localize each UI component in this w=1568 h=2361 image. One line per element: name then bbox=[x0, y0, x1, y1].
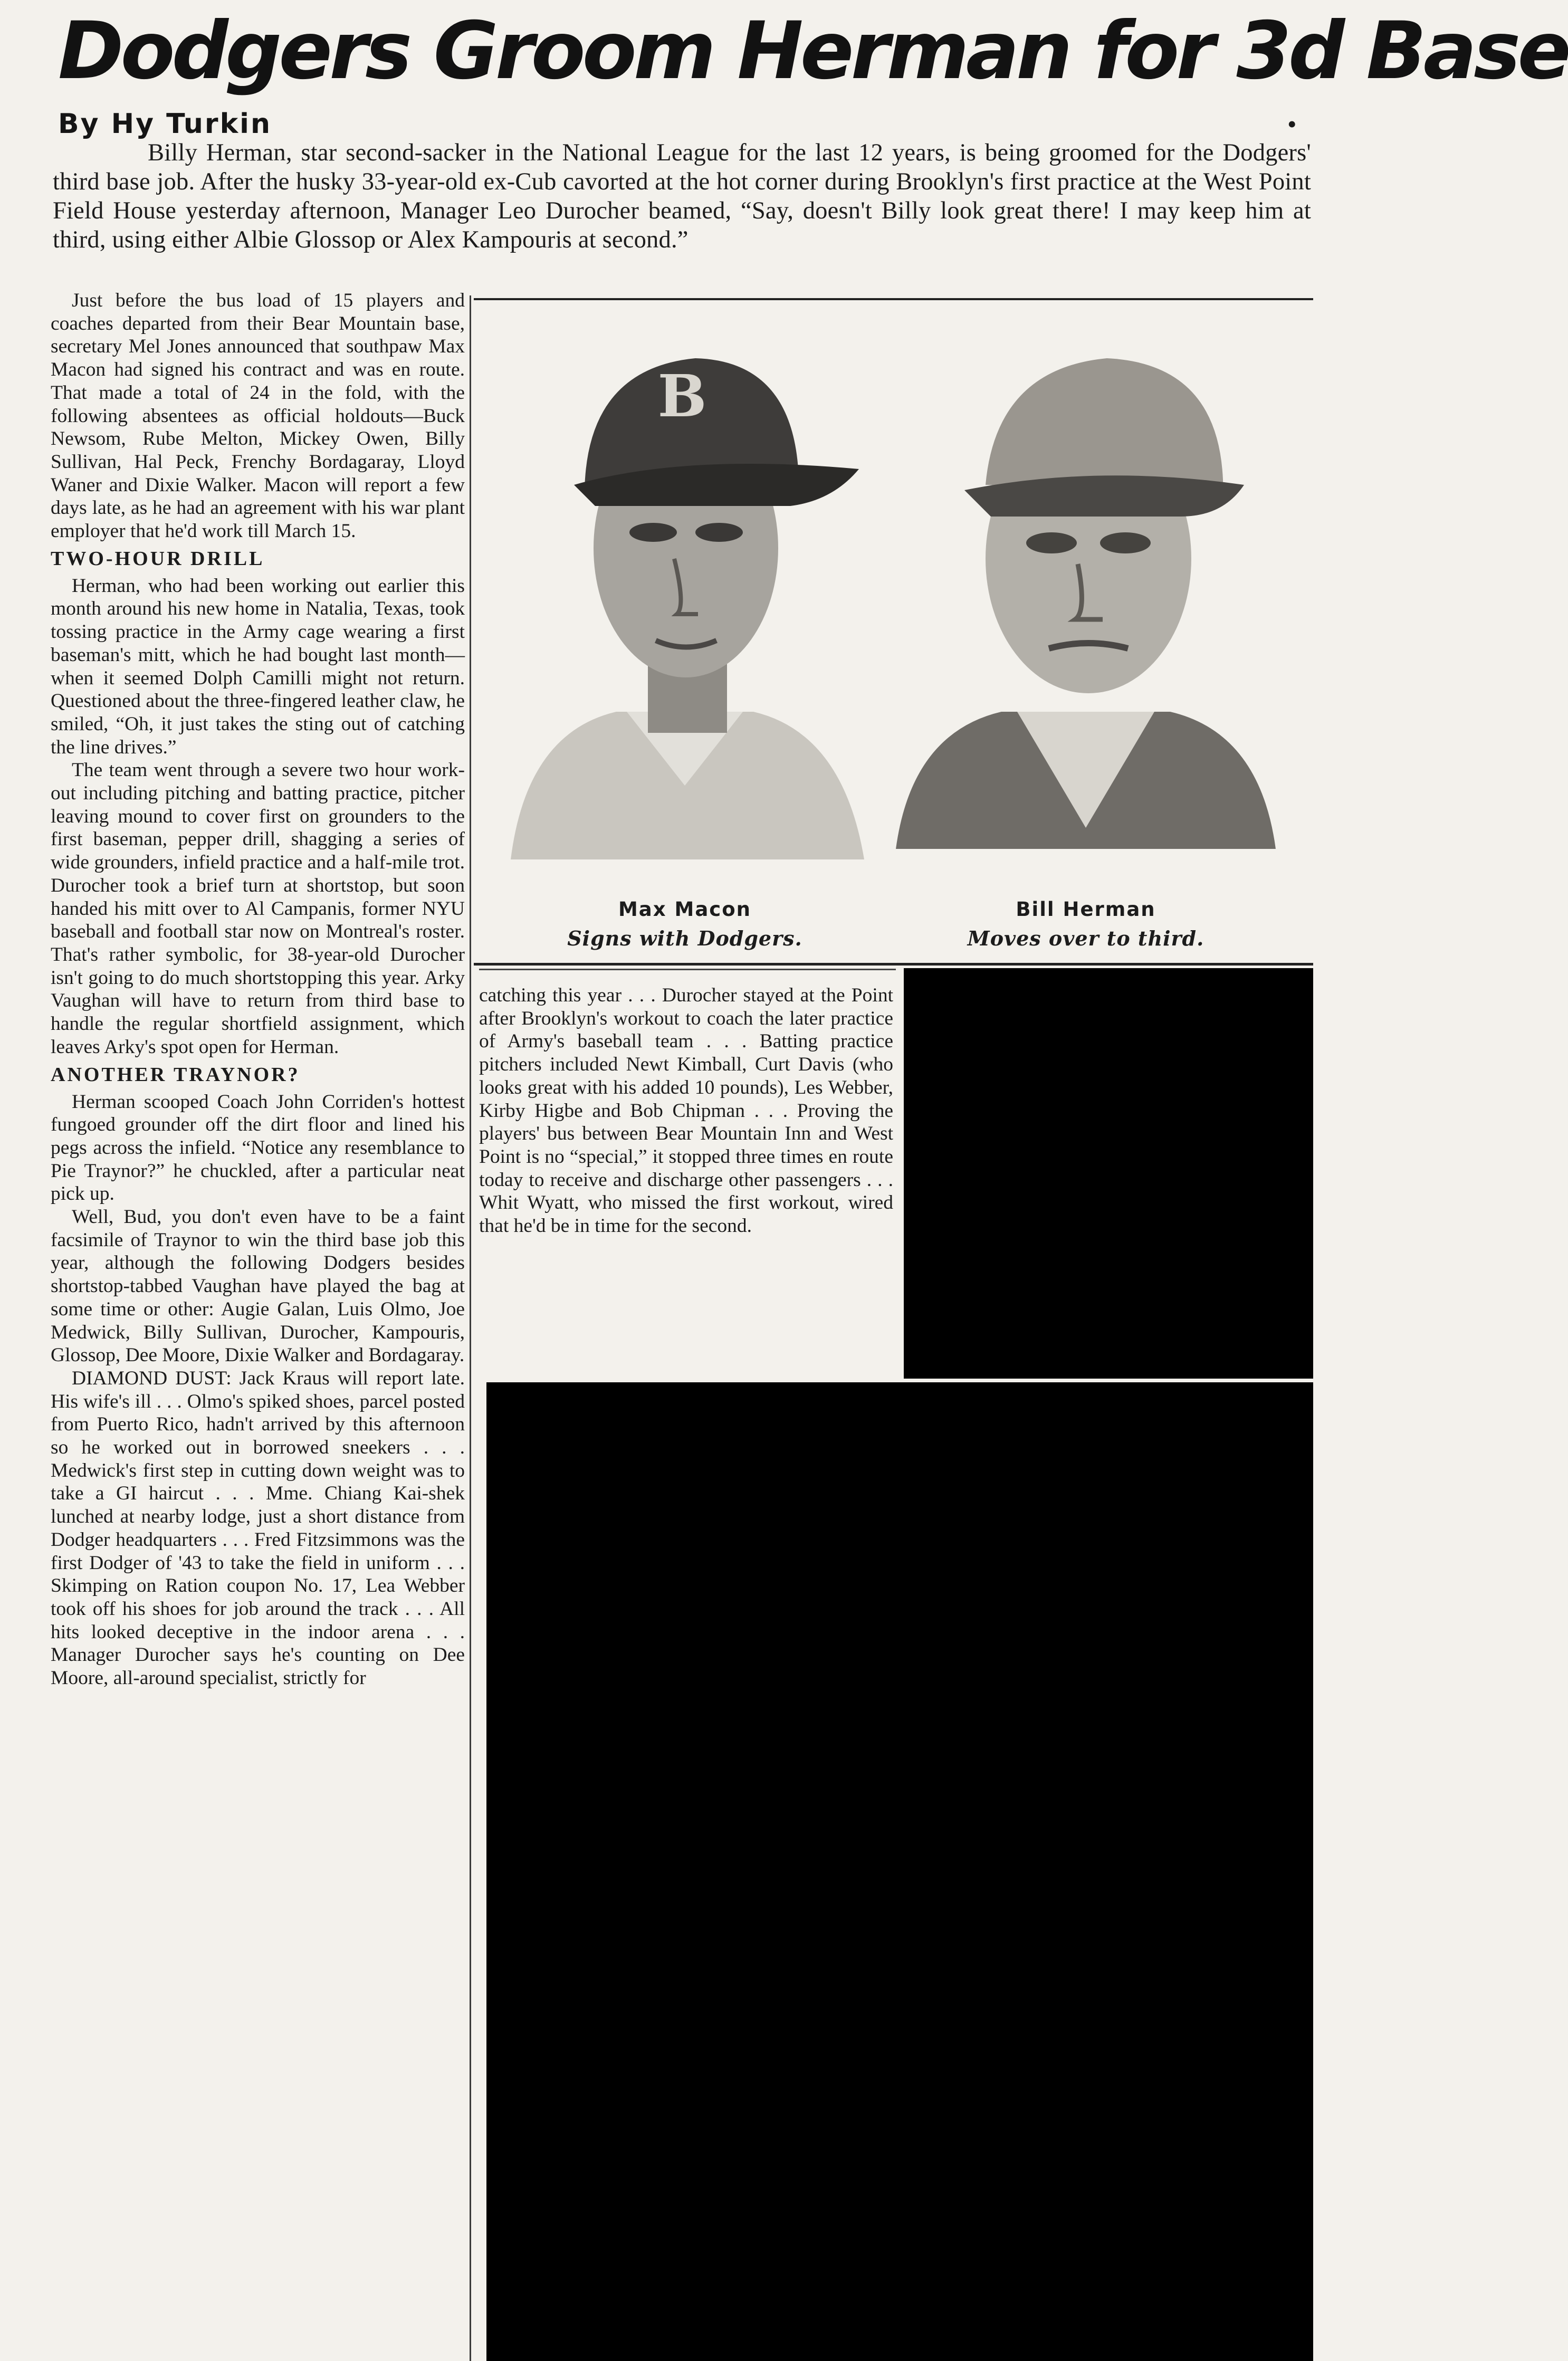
photo-max-macon bbox=[495, 311, 875, 881]
body-paragraph: The team went through a severe two hour work-out including pitching and batting practice, pitcher leaving mound to cover first on grounders to the first baseman, pepper drill, shagging a series of wide grounders, infield practice and a half-mile trot. Durocher took a brief turn at shortstop, but soon handed his mitt over to Al Campanis, former NYU baseball and football star now on Montreal's roster. That's rather symbolic, for 38-year-old Durocher isn't going to do much shortstopping this year. Arky Vaughan will have to return from third base to handle the regular shortfield assignment, which leaves Arky's spot open for Herman. bbox=[51, 759, 465, 1058]
middle-column bbox=[479, 984, 893, 1385]
subhead-another-traynor: ANOTHER TRAYNOR? bbox=[51, 1063, 300, 1086]
caption-name-max-macon: Max Macon bbox=[618, 898, 751, 921]
portrait-image bbox=[495, 311, 875, 881]
caption-text-max-macon: Signs with Dodgers. bbox=[567, 926, 802, 950]
body-paragraph: DIAMOND DUST: Jack Kraus will report late. His wife's ill . . . Olmo's spiked shoes, parcel posted from Puerto Rico, hadn't arrived by this afternoon so he worked out in borrowed sneekers . . . Medwick's first step in cutting down weight was to take a GI haircut . . . Mme. Chiang Kai-shek lunched at nearby lodge, just a short distance from Dodger headquarters . . . Fred Fitzsimmons was the first Dodger of '43 to take the field in uniform . . . Skimping on Ration coupon No. 17, Lea Webber took off his shoes for job around the track . . . All hits looked deceptive in the indoor arena . . . Manager Durocher says he's counting on Dee Moore, all-around specialist, strictly for bbox=[51, 1367, 465, 1689]
column-divider bbox=[479, 969, 896, 970]
body-paragraph: Herman scooped Coach John Corriden's hottest fungoed grounder off the dirt floor and lined his pegs across the infield. “Notice any resemblance to Pie Traynor?” he chuckled, after a particular neat pick up. bbox=[51, 1091, 465, 1205]
lede-paragraph: Billy Herman, star second-sacker in the National League for the last 12 years, is being groomed for the Dodgers' third base job. After the husky 33-year-old ex-Cub cavorted at the hot corner during Brooklyn's first practice at the West Point Field House yesterday afternoon, Manager Leo Durocher beamed, “Say, doesn't Billy look great there! I may keep him at third, using either Albie Glossop or Alex Kampouris at second.” bbox=[53, 139, 1311, 253]
caption-name-bill-herman: Bill Herman bbox=[1016, 898, 1156, 921]
headline: Dodgers Groom Herman for 3d Base bbox=[58, 5, 1568, 97]
column-rule bbox=[470, 295, 471, 2361]
portrait-image bbox=[896, 311, 1276, 881]
body-paragraph: catching this year . . . Durocher stayed at the Point after Brooklyn's workout to coach the later practice of Army's baseball team . . . Batting practice pitchers included Newt Kimball, Curt Davis (who looks great with his added 10 pounds), Les Webber, Kirby Higbe and Bob Chipman . . . Proving the players' bus between Bear Mountain Inn and West Point is no “special,” it stopped three times en route today to receive and discharge other passengers . . . Whit Wyatt, who missed the first workout, wired that he'd be in time for the second. bbox=[479, 984, 893, 1237]
left-column bbox=[51, 289, 465, 2361]
photo-bill-herman bbox=[896, 311, 1276, 881]
body-paragraph: Just before the bus load of 15 players and coaches departed from their Bear Mountain base, secretary Mel Jones announced that southpaw Max Macon had signed his contract and was en route. That made a total of 24 in the fold, with the following absentees as official holdouts—Buck Newsom, Rube Melton, Mickey Owen, Billy Sullivan, Hal Peck, Frenchy Bordagaray, Lloyd Waner and Dixie Walker. Macon will report a few days late, as he had an agreement with his war plant employer that he'd work till March 15. bbox=[51, 290, 465, 542]
byline: By Hy Turkin bbox=[58, 108, 272, 140]
redacted-block bbox=[904, 968, 1313, 1379]
cap-logo-b: B bbox=[657, 362, 707, 430]
caption-text-bill-herman: Moves over to third. bbox=[967, 926, 1204, 950]
subhead-two-hour-drill: TWO-HOUR DRILL bbox=[51, 547, 265, 570]
photo-panel bbox=[474, 298, 1313, 966]
redacted-block bbox=[486, 1382, 1313, 2361]
byline-bullet: • bbox=[1287, 109, 1297, 139]
body-paragraph: Well, Bud, you don't even have to be a faint facsimile of Traynor to win the third base job this year, although the following Dodgers besides shortstop-tabbed Vaughan have played the bag at some time or other: Augie Galan, Luis Olmo, Joe Medwick, Billy Sullivan, Durocher, Kampouris, Glossop, Dee Moore, Dixie Walker and Bordagaray. bbox=[51, 1206, 465, 1366]
body-paragraph: Herman, who had been working out earlier this month around his new home in Natalia, Texas, took tossing practice in the Army cage wearing a first baseman's mitt, which he had bought last month—when it seemed Dolph Camilli might not return. Questioned about the three-fingered leather claw, he smiled, “Oh, it just takes the sting out of catching the line drives.” bbox=[51, 575, 465, 758]
